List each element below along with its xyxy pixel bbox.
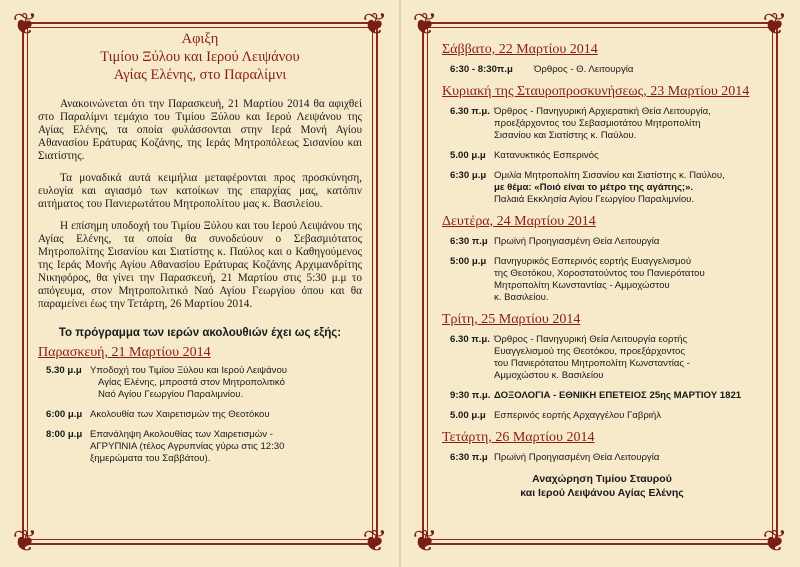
event-time: 6.30 π.μ.: [450, 106, 490, 117]
event-description: [534, 64, 762, 76]
event-line: ξημερώματα του Σαββάτου).: [90, 453, 211, 464]
event-line: Πρωϊνή Προηγιασμένη Θεία Λειτουργία: [494, 236, 660, 247]
event-time: 5:00 μ.μ: [450, 256, 487, 267]
event-time: 6:30 π.μ: [450, 236, 488, 247]
event-description: [494, 236, 762, 248]
day-heading: Τρίτη, 25 Μαρτίου 2014: [442, 312, 581, 327]
title-line: Αφιξη: [181, 31, 219, 47]
event-line: της Θεοτόκου, Χοροστατούντος του Πανιερότατου: [494, 268, 705, 279]
event-line: του Πανιερότατου Μητροπολίτη Κωνσταντίας -: [494, 358, 690, 369]
paragraph: Τα μοναδικά αυτά κειμήλια μεταφέρονται προς προσκύνηση, ευλογία και αγιασμό των κατοίκων της επαρχίας μας, κατόπιν αιτήματος του Πανιερωτάτου Μητροπολίτου μας κ. Βασιλείου.: [38, 172, 362, 210]
title-line: Τιμίου Ξύλου και Ιερού Λειψάνου: [100, 49, 300, 65]
event-line: Αμμοχώστου κ. Βασιλείου: [494, 370, 604, 381]
schedule-row: [442, 410, 762, 422]
event-description: [494, 334, 762, 382]
event-line: Πρωϊνή Προηγιασμένη Θεία Λειτουργία: [494, 452, 660, 463]
schedule-row: [442, 334, 762, 382]
event-line: Επανάληψη Ακολουθίας των Χαιρετισμών -: [90, 429, 273, 440]
schedule-row: [38, 429, 362, 465]
event-line: Αγίας Ελένης, μπροστά στον Μητροπολιτικό: [98, 377, 285, 388]
event-time: 6:30 μ.μ: [450, 170, 487, 181]
event-line: Όρθρος - Πανηγυρική Θεία Λειτουργία εορτής: [494, 334, 688, 345]
event-time: 6.30 π.μ.: [450, 334, 490, 345]
flourish-icon: ❦: [412, 7, 438, 42]
paragraph: Η επίσημη υποδοχή του Τιμίου Ξύλου και του Ιερού Λειψάνου της Αγίας Ελένης, τα οποία θα συνοδεύουν ο Σεβασμιότατος Μητροπολίτης Σισανίου και Σιατίστης κ. Παύλος και ο Καθηγούμενος της Ιεράς Μονής Αγίου Αθανασίου Εράτυρας Κοζάνης Αρχιμανδρίτης Νικηφόρος, θα γίνει την Παρασκευή, 21 Μαρτίου στις 5:30 μ.μ το απόγευμα, στον Μητροπολιτικό Ναό Αγίου Γεωργίου όπου και θα παραμείνει έως την Τετάρτη, 26 Μαρτίου 2014.: [38, 220, 362, 310]
schedule-row: [442, 256, 762, 304]
event-time: 5.30 μ.μ: [46, 365, 82, 376]
paragraph: Ανακοινώνεται ότι την Παρασκευή, 21 Μαρτίου 2014 θα αφιχθεί στο Παραλίμνι τεμάχιο του Τιμίου Ξύλου και Ιερού Λειψάνου της Αγίας Ελένης, τα οποία φυλάσσονται στην Ιερά Μονή Αγίου Αθανασίου Εράτυρας Κοζάνης, της Ιεράς Μητροπόλεως Σισανίου και Σιατίστης.: [38, 98, 362, 162]
event-description: [494, 452, 762, 464]
event-description: [90, 409, 362, 421]
right-page: [400, 0, 800, 567]
event-description: [494, 256, 762, 304]
flourish-icon: ❦: [362, 524, 388, 559]
departure-line: και Ιερού Λειψάνου Αγίας Ελένης: [520, 487, 684, 499]
title-line: Αγίας Ελένης, στο Παραλίμνι: [113, 67, 287, 83]
event-line: με θέμα: «Ποιό είναι το μέτρο της αγάπης;».: [494, 182, 694, 193]
event-time: 6:00 μ.μ: [46, 409, 83, 420]
event-line: Εσπερινός εορτής Αρχαγγέλου Γαβριήλ: [494, 410, 662, 421]
event-time: 6:30 π.μ: [450, 452, 488, 463]
event-line: ΑΓΡΥΠΝΙΑ (τέλος Αγρυπνίας γύρω στις 12:30: [90, 441, 285, 452]
program-heading: Το πρόγραμμα των ιερών ακολουθιών έχει ως εξής:: [58, 327, 342, 339]
announcement-title: [38, 30, 362, 84]
event-description: [90, 429, 362, 465]
event-line: Ακολουθία των Χαιρετισμών της Θεοτόκου: [90, 409, 270, 420]
event-line: Όρθρος - Θ. Λειτουργία: [534, 64, 634, 75]
event-description: [90, 365, 362, 401]
event-time: 8:00 μ.μ: [46, 429, 83, 440]
schedule-row: [442, 452, 762, 464]
event-line: Ναό Αγίου Γεωργίου Παραλιμνίου.: [98, 389, 244, 400]
flourish-icon: ❦: [12, 524, 38, 559]
schedule-row: [38, 365, 362, 401]
schedule-row: [442, 150, 762, 162]
event-line: Ευαγγελισμού της Θεοτόκου, προεξάρχοντος: [494, 346, 686, 357]
flourish-icon: ❦: [362, 7, 388, 42]
flourish-icon: ❦: [762, 7, 788, 42]
departure-note: [442, 472, 762, 500]
event-description: [494, 150, 762, 162]
event-description: [494, 390, 762, 402]
schedule-row: [442, 106, 762, 142]
event-line: ΔΟΞΟΛΟΓΙΑ - ΕΘΝΙΚΗ ΕΠΕΤΕΙΟΣ 25ης ΜΑΡΤΙΟΥ 1821: [494, 390, 742, 401]
day-heading: Δευτέρα, 24 Μαρτίου 2014: [442, 214, 596, 229]
flourish-icon: ❦: [762, 524, 788, 559]
event-line: προεξάρχοντος του Σεβασμιοτάτου Μητροπολίτη: [494, 118, 701, 129]
event-time: 6:30 - 8:30π.μ: [450, 64, 513, 75]
event-line: κ. Βασιλείου.: [494, 292, 549, 303]
schedule-row: [442, 236, 762, 248]
event-line: Παλαιά Εκκλησία Αγίου Γεωργίου Παραλιμνίου.: [494, 194, 695, 205]
event-time: 9:30 π.μ.: [450, 390, 491, 401]
event-line: Υποδοχή του Τιμίου Ξύλου και Ιερού Λειψάνου: [90, 365, 288, 376]
flourish-icon: ❦: [412, 524, 438, 559]
event-line: Όρθρος - Πανηγυρική Αρχιερατική Θεία Λειτουργία,: [494, 106, 711, 117]
schedule-row: [442, 390, 762, 402]
event-description: [494, 106, 762, 142]
event-time: 5.00 μ.μ: [450, 150, 486, 161]
day-heading: Παρασκευή, 21 Μαρτίου 2014: [38, 345, 211, 360]
event-line: Ομιλία Μητροπολίτη Σισανίου και Σιατίστης κ. Παύλου,: [494, 170, 725, 181]
event-line: Κατανυκτικός Εσπερινός: [494, 150, 599, 161]
event-description: [494, 170, 762, 206]
day-heading: Τετάρτη, 26 Μαρτίου 2014: [442, 430, 595, 445]
schedule-row: [442, 170, 762, 206]
event-line: Πανηγυρικός Εσπερινός εορτής Ευαγγελισμού: [494, 256, 692, 267]
schedule-row: [442, 64, 762, 76]
event-line: Μητροπολίτη Κωνσταντίας - Αμμοχώστου: [494, 280, 670, 291]
left-content: [38, 30, 362, 473]
schedule-row: [38, 409, 362, 421]
day-heading: Σάββατο, 22 Μαρτίου 2014: [442, 42, 598, 57]
event-time: 5.00 μ.μ: [450, 410, 486, 421]
day-heading: Κυριακή της Σταυροπροσκυνήσεως, 23 Μαρτίου 2014: [442, 84, 750, 99]
right-content: [442, 42, 762, 500]
departure-line: Αναχώρηση Τιμίου Σταυρού: [532, 473, 672, 485]
event-line: Σισανίου και Σιατίστης κ. Παύλου.: [494, 130, 637, 141]
flourish-icon: ❦: [12, 7, 38, 42]
event-description: [494, 410, 762, 422]
